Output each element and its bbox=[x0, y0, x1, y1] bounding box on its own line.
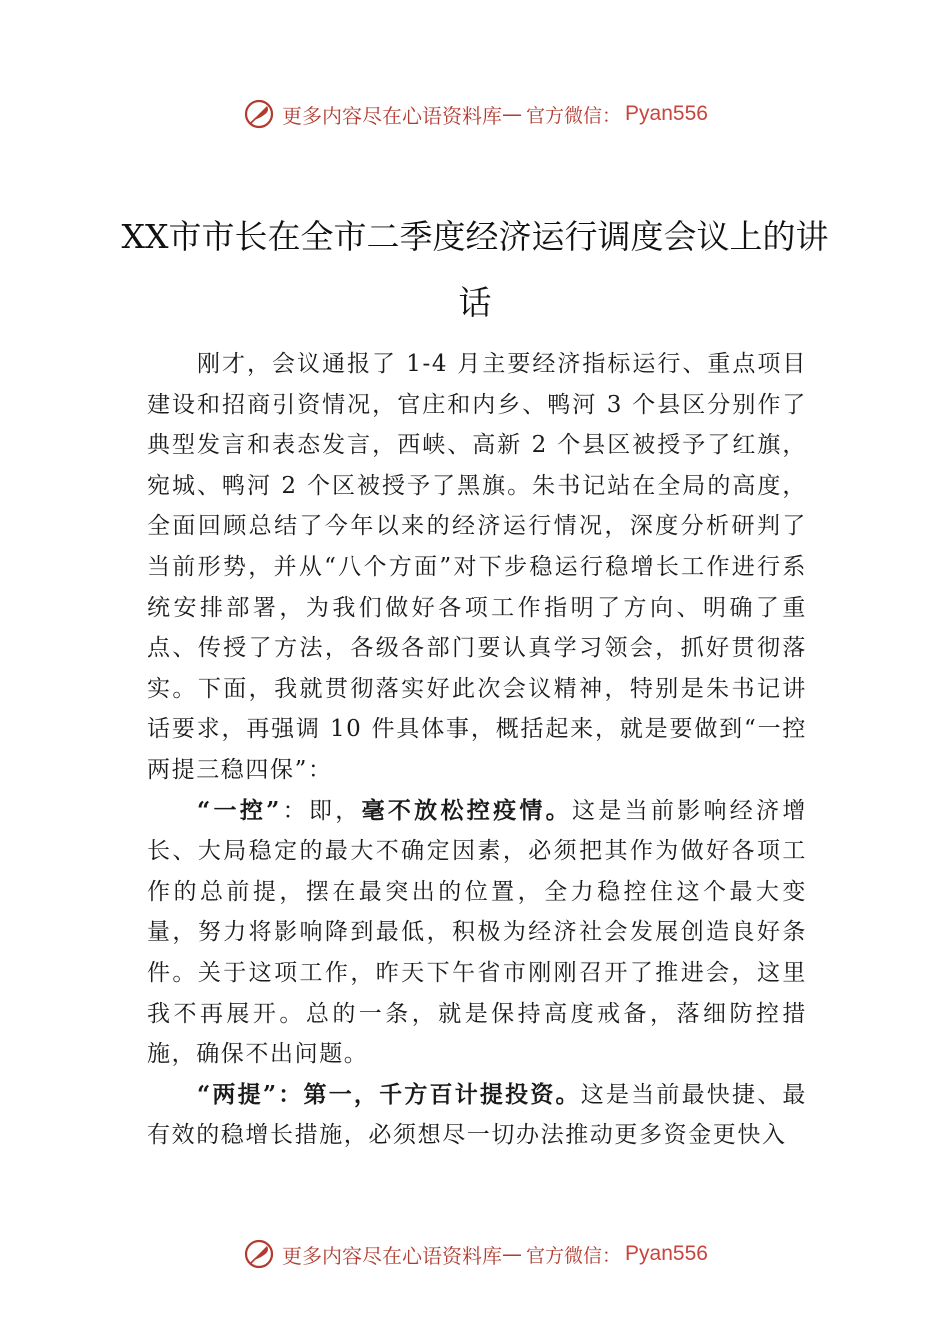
watermark-separator: — bbox=[502, 102, 523, 126]
watermark-wechat-id: Pyan556 bbox=[625, 1242, 708, 1265]
watermark-text: 更多内容尽在心语资料库 bbox=[282, 103, 503, 128]
paragraph-one-control bbox=[147, 791, 807, 1075]
section-heading: 毫不放松控疫情。 bbox=[361, 796, 572, 824]
paragraph-two-raise bbox=[147, 1075, 807, 1156]
watermark-wechat-label: 官方微信： bbox=[526, 104, 622, 127]
quill-logo-icon bbox=[242, 1237, 276, 1271]
watermark-separator: — bbox=[502, 1242, 523, 1266]
watermark-wechat-label: 官方微信： bbox=[526, 1244, 622, 1267]
watermark-text: 更多内容尽在心语资料库 bbox=[282, 1243, 503, 1268]
section-lead: “一控” bbox=[197, 796, 281, 824]
section-body: 这是当前影响经济增长、大局稳定的最大不确定因素，必须把其作为做好各项工作的总前提，摆在最突出的位置，全力稳控住这个最大变量，努力将影响降到最低，积极为经济社会发展创造良好条件。关于这项工作，昨天下午省市刚刚召开了推进会，这里我不再展开。总的一条，就是保持高度戒备，落细防控措施，确保不出问题。 bbox=[147, 797, 807, 1068]
watermark-wechat-id: Pyan556 bbox=[625, 102, 708, 125]
paragraph-intro: 刚才，会议通报了 1-4 月主要经济指标运行、重点项目建设和招商引资情况，官庄和内乡、鸭河 3 个县区分别作了典型发言和表态发言，西峡、高新 2 个县区被授予了红旗，宛城、鸭河 2 个区被授予了黑旗。朱书记站在全局的高度，全面回顾总结了今年以来的经济运行情况，深度分析研判了当前形势，并从“八个方面”对下步稳运行稳增长工作进行系统安排部署，为我们做好各项工作指明了方向、明确了重点、传授了方法，各级各部门要认真学习领会，抓好贯彻落实。下面，我就贯彻落实好此次会议精神，特别是朱书记讲话要求，再强调 10 件具体事，概括起来，就是要做到“一控两提三稳四保”： bbox=[147, 351, 807, 783]
watermark-banner-bottom bbox=[0, 1234, 950, 1274]
section-heading: ：第一，千方百计提投资。 bbox=[277, 1080, 581, 1108]
watermark-banner-top bbox=[0, 94, 950, 134]
section-lead: “两提” bbox=[197, 1080, 278, 1108]
document-body bbox=[147, 344, 807, 1156]
section-body: 这是当前最快捷、最有效的稳增长措施，必须想尽一切办法推动更多资金更快入 bbox=[147, 1081, 808, 1149]
quill-logo-icon bbox=[242, 97, 276, 131]
section-connector: ：即， bbox=[280, 797, 362, 824]
document-title: XX市市长在全市二季度经济运行调度会议上的讲话 bbox=[121, 217, 829, 323]
